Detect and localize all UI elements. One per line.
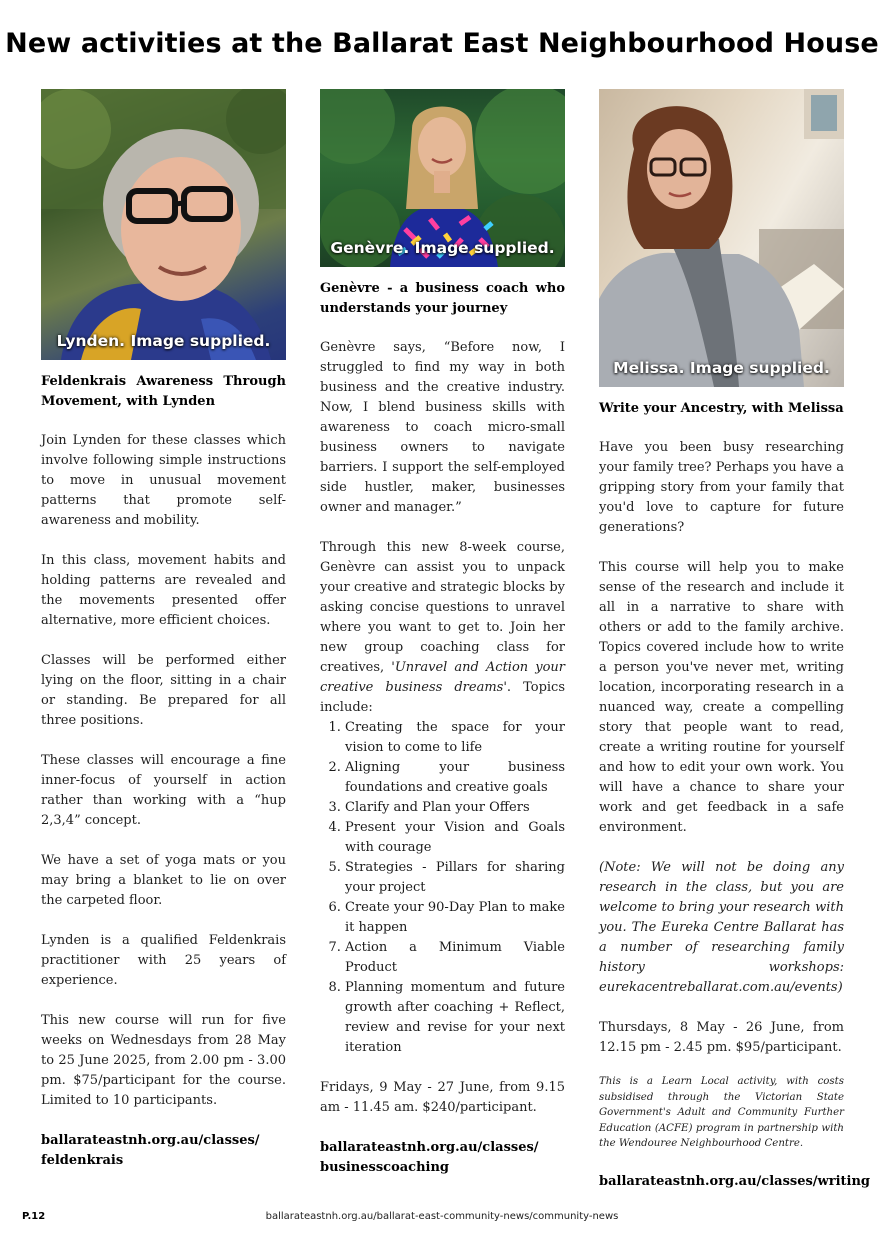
paragraph: This course will help you to make sense of the research and include it all in a narrative to share with others or add to the family archive. Topics covered include how to write a person you've never met, writing location, incorporating research in a nuanced way, create a compelling story that people want to read, create a writing routine for yourself and how to edit your own work. You will have a chance to share your work and get feedback in a safe environment.: [599, 560, 844, 835]
portrait-melissa-illustration: [599, 89, 844, 387]
class-link[interactable]: [41, 1131, 286, 1171]
paragraph: These classes will encourage a fine inner-focus of yourself in action rather than working with a “hup 2,3,4” concept.: [41, 753, 286, 828]
photo-caption: Genèvre. Image supplied.: [330, 239, 555, 257]
paragraph: Have you been busy researching your family tree? Perhaps you have a gripping story from your family that you'd love to capture for future generations?: [599, 440, 844, 535]
photo-lynden: [41, 89, 286, 360]
link-line: ballarateastnh.org.au/classes/: [41, 1133, 260, 1148]
list-item: 2. Aligning your business foundations and creative goals: [345, 758, 565, 798]
paragraph: Genèvre says, “Before now, I struggled to find my way in both business and the creative industry. Now, I blend business skills with awareness to coach micro-small business owners to navigate barriers. I support the self-employed side hustler, maker, businesses owner and manager.”: [320, 340, 565, 515]
column-ancestry-writing: [599, 89, 871, 1192]
list-item: 6. Create your 90-Day Plan to make it happen: [345, 898, 565, 938]
course-name: 'Unravel and Action your creative business dreams': [320, 660, 565, 695]
photo-melissa: [599, 89, 844, 387]
link-line: ballarateastnh.org.au/classes/: [320, 1140, 539, 1155]
column-feldenkrais: [41, 89, 286, 1171]
list-item: 1. Creating the space for your vision to come to life: [345, 718, 565, 758]
link-line: feldenkrais: [41, 1153, 124, 1168]
list-item: 5. Strategies - Pillars for sharing your project: [345, 858, 565, 898]
note-paragraph: (Note: We will not be doing any research in the class, but you are welcome to bring your research with you. The Eureka Centre Ballarat has a number of researching family history workshops: eurekacentreballarat.com.au/events): [599, 860, 844, 995]
page-title: New activities at the Ballarat East Neighbourhood House: [5, 28, 879, 59]
topics-list: [320, 718, 565, 1058]
paragraph: We have a set of yoga mats or you may bring a blanket to lie on over the carpeted floor.: [41, 853, 286, 908]
course-paragraph: [320, 538, 565, 718]
schedule-paragraph: Fridays, 9 May - 27 June, from 9.15 am - 11.45 am. $240/participant.: [320, 1080, 565, 1115]
portrait-lynden-illustration: [41, 89, 286, 360]
list-item: 8. Planning momentum and future growth after coaching + Reflect, review and revise for your next iteration: [345, 978, 565, 1058]
link-line: businesscoaching: [320, 1160, 450, 1175]
course-tail: . Topics include:: [320, 680, 566, 715]
article-heading: Write your Ancestry, with Melissa: [599, 401, 844, 416]
article-heading: Feldenkrais Awareness Through Movement, with Lynden: [41, 374, 286, 409]
schedule-paragraph: This new course will run for five weeks on Wednesdays from 28 May to 25 June 2025, from 2.00 pm - 3.00 pm. $75/participant for the course. Limited to 10 participants.: [41, 1013, 286, 1108]
class-link[interactable]: ballarateastnh.org.au/classes/writing: [599, 1173, 871, 1189]
paragraph: Lynden is a qualified Feldenkrais practitioner with 25 years of experience.: [41, 933, 286, 988]
photo-caption: Melissa. Image supplied.: [613, 359, 830, 377]
list-item: 7. Action a Minimum Viable Product: [345, 938, 565, 978]
schedule-paragraph: Thursdays, 8 May - 26 June, from 12.15 pm - 2.45 pm. $95/participant.: [599, 1020, 844, 1055]
page-number: P.12: [22, 1211, 46, 1222]
paragraph: Join Lynden for these classes which involve following simple instructions to move in unusual movement patterns that promote self-awareness and mobility.: [41, 433, 286, 528]
course-intro: Through this new 8-week course, Genèvre can assist you to unpack your creative and strategic blocks by asking concise questions to unravel where you want to get to. Join her new group coaching class for creatives,: [320, 540, 565, 675]
list-item: 4. Present your Vision and Goals with courage: [345, 818, 565, 858]
footer-url[interactable]: ballarateastnh.org.au/ballarat-east-community-news/community-news: [265, 1211, 619, 1222]
paragraph: In this class, movement habits and holding patterns are revealed and the movements presented offer alternative, more efficient choices.: [41, 553, 286, 628]
paragraph: Classes will be performed either lying on the floor, sitting in a chair or standing. Be prepared for all three positions.: [41, 653, 286, 728]
list-item: 3. Clarify and Plan your Offers: [345, 798, 565, 818]
photo-genevre: [320, 89, 565, 267]
article-heading: Genèvre - a business coach who understands your journey: [320, 281, 565, 316]
class-link[interactable]: [320, 1138, 565, 1178]
funding-note: This is a Learn Local activity, with costs subsidised through the Victorian State Government's Adult and Community Further Education (ACFE) program in partnership with the Wendouree Neighbourhood Centre.: [599, 1076, 844, 1149]
column-business-coaching: [320, 89, 565, 1178]
photo-caption: Lynden. Image supplied.: [56, 332, 271, 350]
